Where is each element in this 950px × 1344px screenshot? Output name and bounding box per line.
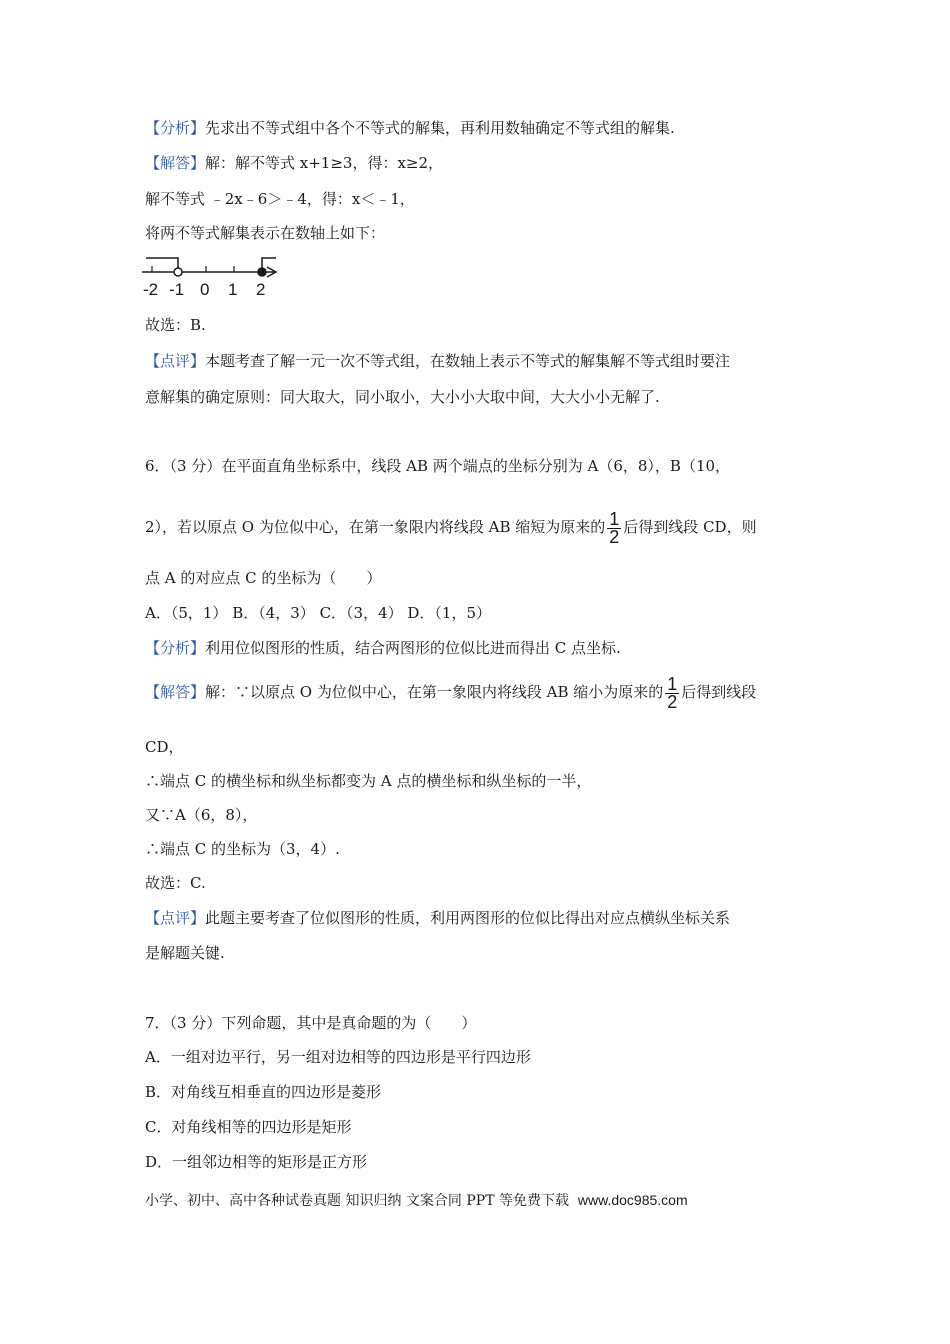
- q6-options: A．（5，1） B．（4，3） C．（3，4） D．（1，5）: [145, 604, 492, 622]
- solution-bracket-left: [146, 258, 178, 272]
- stem-text: 2），若以原点 O 为位似中心，在第一象限内将线段 AB 缩短为原来的: [145, 518, 606, 536]
- tick-label: -1: [169, 280, 185, 299]
- fraction-one-half: [607, 508, 621, 547]
- q6-answer-line: ∴端点 C 的横坐标和纵坐标都变为 A 点的横坐标和纵坐标的一半，: [145, 772, 592, 790]
- fraction-denominator: 2: [667, 691, 678, 712]
- stem-text: 后得到线段 CD，则: [623, 518, 757, 536]
- q7-option-b: B．对角线互相垂直的四边形是菱形: [145, 1083, 382, 1101]
- q5-choice: 故选：B.: [145, 316, 206, 334]
- answer-text: 解：∵以原点 O 为位似中心，在第一象限内将线段 AB 缩小为原来的: [205, 683, 664, 701]
- fraction-numerator: 1: [609, 508, 620, 529]
- number-line-diagram: [140, 252, 290, 300]
- q7-stem: 7．（3 分）下列命题，其中是真命题的为（ ）: [145, 1014, 477, 1032]
- q6-answer-line: 又∵A（6，8），: [145, 806, 258, 824]
- q7-option-c: C．对角线相等的四边形是矩形: [145, 1118, 352, 1136]
- fraction-one-half: [665, 673, 679, 712]
- footer-url[interactable]: www.doc985.com: [577, 1192, 688, 1208]
- q6-stem-line2: [145, 508, 757, 546]
- q6-answer-line: ∴端点 C 的坐标为（3，4）.: [145, 840, 340, 858]
- q7-option-d: D．一组邻边相等的矩形是正方形: [145, 1153, 368, 1171]
- tick-label: -2: [143, 280, 159, 299]
- q7-option-a: A．一组对边平行，另一组对边相等的四边形是平行四边形: [145, 1048, 531, 1066]
- answer-tag: 【解答】: [145, 154, 206, 172]
- q5-comment: [145, 351, 730, 371]
- q6-answer: [145, 673, 756, 711]
- q6-comment: [145, 908, 730, 928]
- page-footer: [145, 1190, 688, 1210]
- fraction-denominator: 2: [609, 526, 620, 547]
- answer-tag: 【解答】: [145, 683, 206, 701]
- q5-analysis: [145, 118, 675, 138]
- q5-answer-line2: 解不等式 ﹣2x﹣6＞﹣4，得：x＜﹣1，: [145, 190, 415, 208]
- fraction-numerator: 1: [667, 673, 678, 694]
- q6-comment-cont: 是解题关键.: [145, 944, 225, 962]
- q6-stem-line1: 6．（3 分）在平面直角坐标系中，线段 AB 两个端点的坐标分别为 A（6，8），B（10，: [145, 457, 731, 475]
- analysis-tag: 【分析】: [145, 119, 206, 137]
- comment-text: 本题考查了解一元一次不等式组，在数轴上表示不等式的解集解不等式组时要注: [205, 352, 731, 370]
- answer-text: 后得到线段: [681, 683, 757, 701]
- tick-label: 0: [200, 280, 210, 299]
- comment-text: 此题主要考查了位似图形的性质，利用两图形的位似比得出对应点横纵坐标关系: [205, 909, 731, 927]
- q5-answer: [145, 153, 443, 173]
- analysis-text: 利用位似图形的性质，结合两图形的位似比进而得出 C 点坐标.: [205, 639, 621, 657]
- tick-label: 2: [256, 280, 266, 299]
- q5-answer-line3: 将两不等式解集表示在数轴上如下：: [145, 224, 386, 242]
- open-dot: [174, 268, 182, 276]
- analysis-tag: 【分析】: [145, 639, 206, 657]
- q5-comment-cont: 意解集的确定原则：同大取大，同小取小，大小小大取中间，大大小小无解了.: [145, 388, 660, 406]
- answer-text: 解：解不等式 x+1≥3，得：x≥2，: [205, 154, 444, 172]
- q6-analysis: [145, 638, 621, 658]
- comment-tag: 【点评】: [145, 909, 206, 927]
- closed-dot: [258, 268, 266, 276]
- analysis-text: 先求出不等式组中各个不等式的解集，再利用数轴确定不等式组的解集.: [205, 119, 675, 137]
- q6-stem-line3: 点 A 的对应点 C 的坐标为（ ）: [145, 569, 382, 587]
- comment-tag: 【点评】: [145, 352, 206, 370]
- footer-text: 小学、初中、高中各种试卷真题 知识归纳 文案合同 PPT 等免费下载: [145, 1193, 569, 1209]
- q6-answer-cont: CD，: [145, 738, 184, 756]
- tick-label: 1: [228, 280, 238, 299]
- q6-choice: 故选：C.: [145, 874, 206, 892]
